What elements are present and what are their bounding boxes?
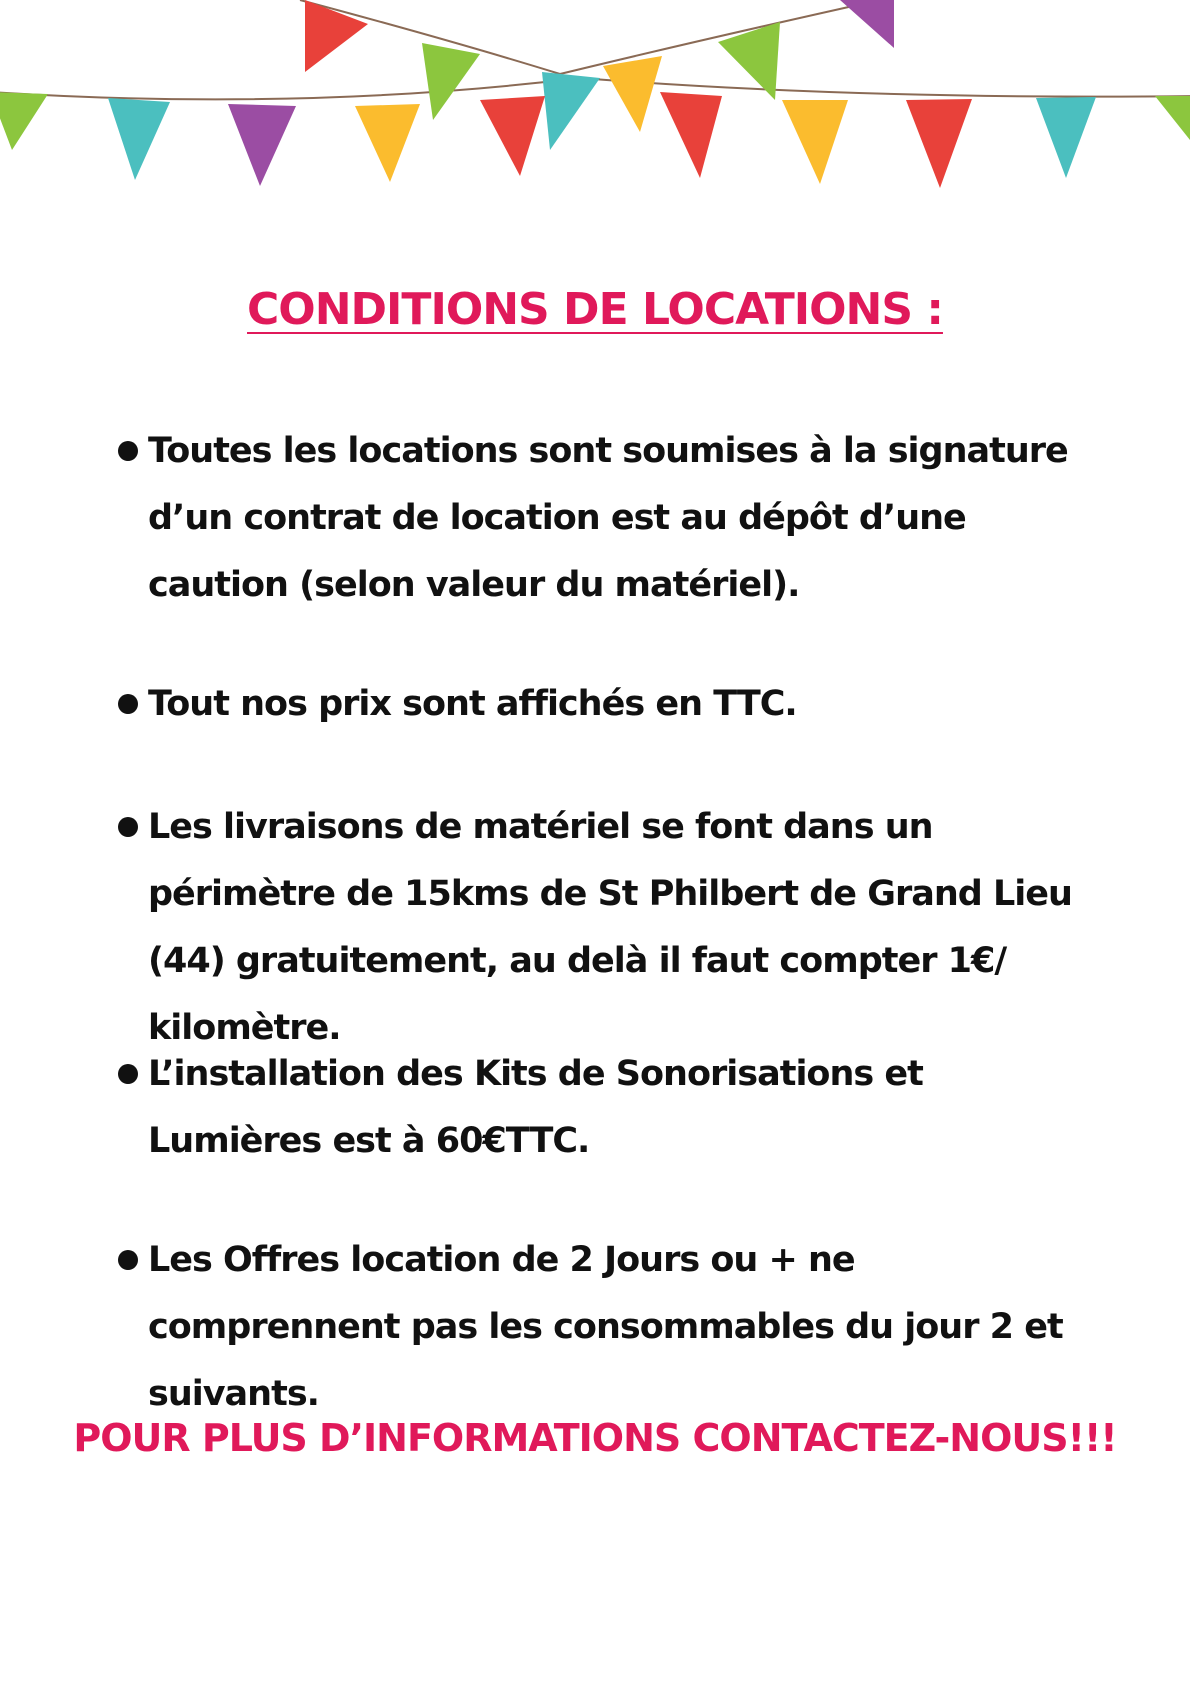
page-title xyxy=(0,282,1190,338)
bullet-icon xyxy=(118,1250,138,1270)
bunting-garland-icon xyxy=(0,0,1190,200)
pennant-flag-icon xyxy=(660,92,722,178)
pennant-flag-icon xyxy=(228,104,296,186)
list-item-text: Tout nos prix sont affichés en TTC. xyxy=(148,684,797,724)
list-item xyxy=(118,794,1088,1062)
list-item xyxy=(118,1041,1088,1175)
pennant-flag-icon xyxy=(355,104,420,182)
bullet-icon xyxy=(118,441,138,461)
pennant-flag-icon xyxy=(906,99,972,188)
pennant-flag-icon xyxy=(782,100,848,184)
list-item-text: L’installation des Kits de Sonorisations et Lumières est à 60€TTC. xyxy=(148,1054,923,1161)
list-item-text: Les Offres location de 2 Jours ou + ne comprennent pas les consommables du jour 2 et suivants. xyxy=(148,1240,1063,1414)
pennant-flag-icon xyxy=(603,56,662,132)
pennant-flag-icon xyxy=(422,43,480,120)
pennant-flag-icon xyxy=(1036,97,1096,178)
list-item xyxy=(118,1227,1088,1428)
bullet-icon xyxy=(118,694,138,714)
page-title-text: CONDITIONS DE LOCATIONS : xyxy=(247,284,943,335)
pennant-flag-icon xyxy=(480,96,545,176)
pennant-flag-icon xyxy=(1155,96,1190,140)
list-item-text: Les livraisons de matériel se font dans un périmètre de 15kms de St Philbert de Grand Lieu (44) gratuitement, au delà il faut compter 1€/ kilomètre. xyxy=(148,807,1072,1048)
pennant-flag-icon xyxy=(108,98,170,180)
list-item xyxy=(118,671,1088,738)
contact-callout: POUR PLUS D’INFORMATIONS CONTACTEZ-NOUS!!! xyxy=(73,1416,1117,1460)
list-item-text: Toutes les locations sont soumises à la signature d’un contrat de location est au dépôt d’une caution (selon valeur du matériel). xyxy=(148,431,1068,605)
bullet-icon xyxy=(118,1064,138,1084)
pennant-flag-icon xyxy=(0,92,48,150)
bullet-icon xyxy=(118,817,138,837)
list-item xyxy=(118,418,1088,619)
pennant-flag-icon xyxy=(542,72,600,150)
